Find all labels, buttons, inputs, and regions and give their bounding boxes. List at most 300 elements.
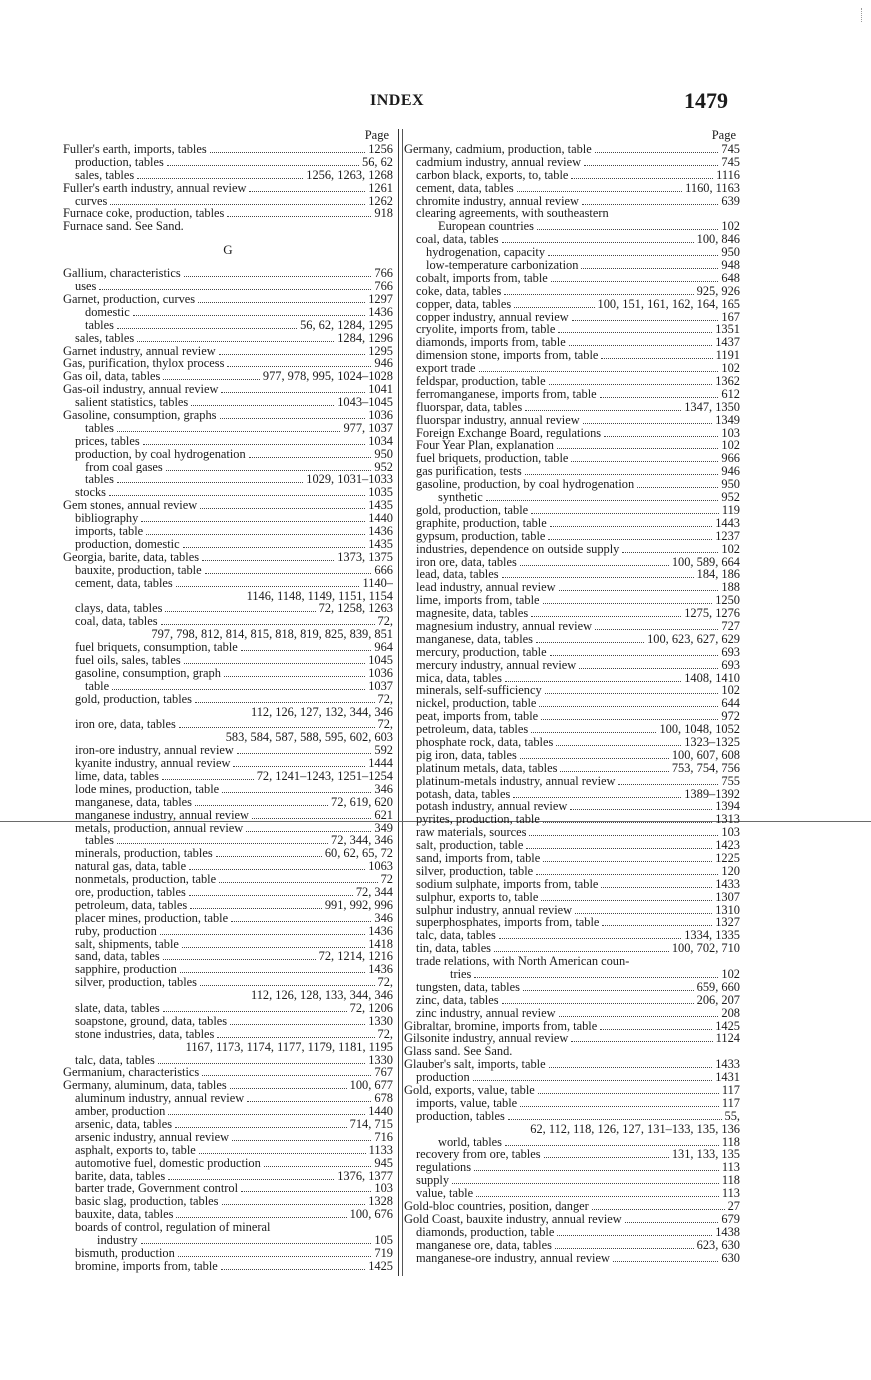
dot-leader <box>600 388 719 398</box>
index-entry <box>404 878 740 891</box>
entry-pages: 1362 <box>715 375 740 388</box>
entry-term: Glass sand. See Sand. <box>404 1045 513 1059</box>
dot-leader <box>117 834 328 844</box>
dot-leader <box>537 220 718 230</box>
entry-term: Gas, purification, thylox process <box>63 357 225 371</box>
dot-leader <box>557 439 718 449</box>
index-entry <box>404 427 740 440</box>
index-entry <box>63 345 393 358</box>
dot-leader <box>158 1054 365 1064</box>
index-entry <box>404 182 740 195</box>
index-entry <box>404 478 740 491</box>
dot-leader <box>110 195 365 205</box>
entry-pages: 72, 1206 <box>349 1002 393 1015</box>
entry-pages: 1349 <box>715 413 740 427</box>
entry-term: magnesium industry, annual review <box>416 619 593 633</box>
index-entry <box>404 1161 740 1174</box>
dot-leader <box>637 478 718 488</box>
dot-leader <box>165 602 315 612</box>
dot-leader <box>550 646 719 656</box>
entry-pages: 100, 607, 608 <box>671 748 740 762</box>
index-entry <box>404 1148 740 1161</box>
entry-term: copper industry, annual review <box>416 310 569 324</box>
entry-pages: 55, <box>724 1109 740 1123</box>
dot-leader <box>246 822 371 832</box>
index-entry <box>63 602 393 615</box>
entry-pages: 630 <box>721 1251 740 1265</box>
entry-term: petroleum, data, tables <box>416 723 529 736</box>
entry-pages: 621 <box>374 808 393 822</box>
entry-term: salt, production, table <box>416 839 524 852</box>
dot-leader <box>473 1071 713 1081</box>
index-entry <box>404 375 740 388</box>
dot-leader <box>592 1200 725 1210</box>
entry-term: Georgia, barite, data, tables <box>63 550 200 564</box>
entry-pages: 1029, 1031–1033 <box>306 473 393 487</box>
entry-term: iron ore, data, tables <box>75 718 176 732</box>
entry-pages: 1408, 1410 <box>684 671 740 685</box>
entry-term: slate, data, tables <box>75 1002 160 1015</box>
entry-pages: 72, <box>377 692 393 706</box>
dot-leader <box>499 929 681 939</box>
dot-leader <box>539 697 718 707</box>
page-header <box>0 88 871 118</box>
scan-speck <box>861 8 865 22</box>
entry-pages: 102 <box>721 439 740 453</box>
index-entry <box>404 272 740 285</box>
entry-term: sales, tables <box>75 168 135 182</box>
entry-pages: 666 <box>374 563 393 577</box>
entry-term: fuel oils, sales, tables <box>75 653 181 667</box>
entry-pages: 103 <box>374 1182 393 1196</box>
entry-page-continuation: 1167, 1173, 1174, 1177, 1179, 1181, 1195 <box>185 1040 393 1054</box>
index-entry <box>63 1002 393 1015</box>
entry-term: manganese ore, data, tables <box>416 1238 552 1252</box>
index-entry <box>404 336 740 349</box>
index-entry <box>63 1260 393 1273</box>
dot-leader <box>556 736 681 746</box>
entry-pages: 100, 702, 710 <box>671 942 740 956</box>
index-entry <box>404 311 740 324</box>
dot-leader <box>160 925 365 935</box>
entry-pages: 1443 <box>715 516 740 530</box>
entry-term: Gem stones, annual review <box>63 499 198 513</box>
entry-pages: 1041 <box>368 383 393 397</box>
entry-pages: 1237 <box>715 529 740 543</box>
entry-pages: 918 <box>374 207 393 221</box>
entry-term: tables <box>85 318 114 332</box>
entry-pages: 1438 <box>715 1225 740 1239</box>
dot-leader <box>570 800 712 810</box>
entry-pages: 118 <box>721 1135 740 1149</box>
entry-page-continuation: 112, 126, 128, 133, 344, 346 <box>250 989 393 1002</box>
index-entry <box>63 1182 393 1195</box>
index-entry <box>404 684 740 697</box>
index-entry <box>63 319 393 332</box>
index-entry <box>404 1020 740 1033</box>
entry-term: Gallium, characteristics <box>63 267 181 281</box>
dot-leader <box>168 1170 334 1180</box>
dot-leader <box>513 788 681 798</box>
dot-leader <box>220 409 366 419</box>
entry-term: phosphate rock, data, tables <box>416 735 554 749</box>
index-entry <box>63 1066 393 1079</box>
dot-leader <box>232 1131 371 1141</box>
entry-term: salient statistics, tables <box>75 396 189 410</box>
entry-term: trade relations, with North American coun- <box>416 955 630 968</box>
dot-leader <box>572 311 719 321</box>
dot-leader <box>202 551 334 561</box>
entry-term: nonmetals, production, table <box>75 873 217 886</box>
entry-pages: 950 <box>374 447 393 461</box>
entry-pages: 113 <box>721 1187 740 1201</box>
entry-term: amber, production <box>75 1105 166 1119</box>
dot-leader <box>541 710 718 720</box>
dot-leader <box>560 762 668 772</box>
entry-term: fluorspar, data, tables <box>416 400 523 414</box>
dot-leader <box>241 641 372 651</box>
page-column-label: Page <box>364 128 389 142</box>
entry-pages: 648 <box>721 271 740 285</box>
dot-leader <box>551 272 719 282</box>
entry-term: salt, shipments, table <box>75 937 179 951</box>
entry-pages: 964 <box>374 641 393 654</box>
index-entry <box>63 1157 393 1170</box>
entry-pages: 120 <box>721 864 740 878</box>
index-entry <box>63 461 393 474</box>
dot-leader <box>249 182 365 192</box>
index-entry <box>404 1187 740 1200</box>
dot-leader <box>517 182 682 192</box>
entry-pages: 103 <box>721 426 740 440</box>
entry-term: uses <box>75 280 97 294</box>
dot-leader <box>221 383 365 393</box>
entry-pages: 346 <box>374 782 393 796</box>
entry-pages: 1436 <box>368 924 393 938</box>
entry-pages: 72 <box>380 873 393 886</box>
entry-term: talc, data, tables <box>75 1053 155 1067</box>
index-entry <box>63 925 393 938</box>
index-entry <box>63 499 393 512</box>
entry-pages: 72, 344 <box>355 885 393 899</box>
dot-leader <box>558 323 712 333</box>
index-entry <box>404 1110 740 1123</box>
dot-leader <box>505 1136 719 1146</box>
index-entry <box>404 646 740 659</box>
entry-term: platinum-metals industry, annual review <box>416 774 616 788</box>
entry-term: kyanite industry, annual review <box>75 757 231 770</box>
index-entry <box>63 1195 393 1208</box>
dot-leader <box>520 749 669 759</box>
entry-pages: 1297 <box>368 293 393 306</box>
index-entry <box>404 530 740 543</box>
entry-pages: 119 <box>721 503 740 517</box>
entry-term: sulphur industry, annual review <box>416 903 573 917</box>
entry-term: mercury industry, annual review <box>416 658 577 672</box>
entry-pages: 72, <box>377 1027 393 1041</box>
index-entry <box>404 207 740 220</box>
index-entry <box>404 323 740 336</box>
entry-term: lime, data, tables <box>75 769 159 783</box>
entry-term: pyrites, production, table <box>416 813 540 827</box>
entry-term: from coal gases <box>85 460 163 474</box>
entry-term: Gasoline, consumption, graphs <box>63 409 217 422</box>
index-entry <box>404 156 740 169</box>
index-entry <box>404 942 740 955</box>
entry-pages: 1256 <box>368 143 393 156</box>
entry-term: clearing agreements, with southeastern <box>416 207 609 221</box>
entry-pages: 100, 677 <box>349 1079 393 1093</box>
dot-leader <box>233 757 365 767</box>
index-entry <box>404 452 740 465</box>
index-entry <box>404 259 740 272</box>
entry-pages: 1261 <box>368 181 393 195</box>
entry-pages: 977, 978, 995, 1024–1028 <box>262 370 393 384</box>
page-number: 1479 <box>684 88 728 113</box>
entry-pages: 1250 <box>715 594 740 608</box>
index-entry <box>404 388 740 401</box>
entry-pages: 1124 <box>715 1032 740 1046</box>
entry-pages: 117 <box>721 1096 740 1110</box>
entry-pages: 952 <box>721 491 740 504</box>
entry-pages: 72, 1214, 1216 <box>318 950 393 964</box>
entry-term: metals, production, annual review <box>75 821 244 835</box>
entry-term: synthetic <box>438 491 483 504</box>
index-entry <box>63 538 393 551</box>
index-entry <box>63 770 393 783</box>
index-entry <box>404 401 740 414</box>
column-divider-inner <box>402 129 403 1276</box>
index-entry <box>63 1170 393 1183</box>
entry-pages: 1435 <box>368 499 393 513</box>
index-entry <box>404 710 740 723</box>
entry-pages: 1425 <box>715 1019 740 1033</box>
index-entry <box>404 169 740 182</box>
dot-leader <box>189 886 353 896</box>
dot-leader <box>184 654 366 664</box>
entry-term: manganese, data, tables <box>416 632 533 646</box>
entry-page-continuation: 1146, 1148, 1149, 1151, 1154 <box>246 589 393 603</box>
entry-pages: 1376, 1377 <box>337 1169 393 1183</box>
index-entry <box>404 543 740 556</box>
dot-leader <box>99 280 371 290</box>
entry-pages: 1307 <box>715 890 740 904</box>
entry-pages: 1133 <box>368 1143 393 1157</box>
dot-leader <box>189 860 365 870</box>
dot-leader <box>167 156 359 166</box>
entry-term: regulations <box>416 1161 472 1175</box>
index-entry <box>404 233 740 246</box>
entry-term: mica, data, tables <box>416 671 503 685</box>
dot-leader <box>504 285 693 295</box>
entry-pages: 131, 133, 135 <box>671 1148 740 1162</box>
index-entry <box>404 659 740 672</box>
entry-pages: 100, 1048, 1052 <box>659 723 740 736</box>
dot-leader <box>195 796 328 806</box>
dot-leader <box>569 336 713 346</box>
dot-leader <box>531 723 656 733</box>
dot-leader <box>613 1252 718 1262</box>
index-entry <box>404 852 740 865</box>
entry-term: stone industries, data, tables <box>75 1027 215 1041</box>
entry-pages: 1330 <box>368 1014 393 1028</box>
dot-leader <box>486 491 719 501</box>
entry-pages: 72, 1241–1243, 1251–1254 <box>256 769 393 783</box>
entry-pages: 755 <box>721 774 740 788</box>
running-title: INDEX <box>370 92 425 109</box>
entry-pages: 966 <box>721 452 740 466</box>
entry-term: bismuth, production <box>75 1246 175 1260</box>
entry-pages: 1256, 1263, 1268 <box>306 168 393 182</box>
index-entry <box>63 169 393 182</box>
entry-term: tin, data, tables <box>416 942 492 956</box>
entry-term: lead industry, annual review <box>416 581 556 595</box>
entry-pages: 1262 <box>368 194 393 208</box>
index-entry <box>404 1174 740 1187</box>
entry-pages: 1295 <box>368 344 393 358</box>
index-entry <box>404 246 740 259</box>
entry-term: domestic <box>85 305 130 319</box>
index-entry <box>404 1045 740 1058</box>
index-entry <box>404 672 740 685</box>
entry-term: recovery from ore, tables <box>416 1148 541 1162</box>
entry-pages: 679 <box>721 1212 740 1226</box>
dot-leader <box>219 345 366 355</box>
entry-pages: 1063 <box>368 860 393 874</box>
entry-term: ferromanganese, imports from, table <box>416 387 597 401</box>
index-entry <box>63 1015 393 1028</box>
dot-leader <box>222 783 371 793</box>
index-entry <box>404 723 740 736</box>
entry-term: Gibraltar, bromine, imports from, table <box>404 1019 598 1033</box>
entry-term: superphosphates, imports from, table <box>416 916 600 930</box>
entry-pages: 1351 <box>715 323 740 337</box>
dot-leader <box>523 981 694 991</box>
dot-leader <box>137 332 334 342</box>
entry-term: Glauber's salt, imports, table <box>404 1058 546 1072</box>
entry-term: talc, data, tables <box>416 929 496 943</box>
entry-term: curves <box>75 194 108 208</box>
index-entry <box>63 834 393 847</box>
entry-pages: 767 <box>374 1066 393 1080</box>
entry-pages: 1435 <box>368 537 393 551</box>
entry-term: table <box>85 679 110 693</box>
dot-leader <box>163 370 260 380</box>
entry-term: gold, production, table <box>416 503 529 517</box>
entry-term: manganese industry, annual review <box>75 808 249 822</box>
entry-term: raw materials, sources <box>416 826 527 840</box>
index-entry <box>404 749 740 762</box>
entry-pages: 72, 344, 346 <box>331 834 393 848</box>
dot-leader <box>452 1174 719 1184</box>
index-entry <box>63 783 393 796</box>
dot-leader <box>264 1157 372 1167</box>
entry-term: value, table <box>416 1187 474 1201</box>
dot-leader <box>163 950 316 960</box>
entry-term: manganese, data, tables <box>75 795 192 809</box>
entry-list-right <box>404 143 740 1264</box>
entry-term: fluorspar industry, annual review <box>416 413 580 427</box>
entry-pages: 1440 <box>368 512 393 526</box>
entry-term: low-temperature carbonization <box>426 259 579 272</box>
index-entry <box>63 486 393 499</box>
entry-page-continuation: 583, 584, 587, 588, 595, 602, 603 <box>225 731 393 745</box>
dot-leader <box>583 414 713 424</box>
dot-leader <box>600 1020 712 1030</box>
entry-term: carbon black, exports, to, table <box>416 168 569 182</box>
dot-leader <box>241 1182 371 1192</box>
index-entry <box>404 195 740 208</box>
dot-leader <box>557 1226 712 1236</box>
entry-term: coal, data, tables <box>75 615 158 629</box>
index-entry <box>63 220 393 233</box>
dot-leader <box>198 293 365 303</box>
entry-pages: 1436 <box>368 963 393 977</box>
entry-term: copper, data, tables <box>416 297 512 311</box>
dot-leader <box>549 375 713 385</box>
dot-leader <box>531 504 719 514</box>
entry-term: feldspar, production, table <box>416 375 546 388</box>
dot-leader <box>550 517 712 527</box>
entry-term: zinc industry, annual review <box>416 1006 556 1020</box>
entry-term: Garnet, production, curves <box>63 293 196 306</box>
index-entry <box>404 568 740 581</box>
entry-pages: 1433 <box>715 877 740 891</box>
entry-term: gasoline, consumption, graph <box>75 666 221 680</box>
index-entry <box>404 929 740 942</box>
entry-term: ruby, production <box>75 924 157 938</box>
entry-term: sand, data, tables <box>75 950 160 964</box>
dot-leader <box>581 259 718 269</box>
entry-pages: 100, 846 <box>696 233 740 247</box>
dot-leader <box>525 465 719 475</box>
index-entry <box>63 1054 393 1067</box>
entry-pages: 766 <box>374 267 393 281</box>
index-entry <box>63 1105 393 1118</box>
entry-pages: 1275, 1276 <box>684 607 740 620</box>
entry-pages: 100, 676 <box>349 1208 393 1222</box>
dot-leader <box>595 620 718 630</box>
entry-pages: 100, 623, 627, 629 <box>647 632 740 646</box>
index-entry <box>404 994 740 1007</box>
index-entry <box>63 370 393 383</box>
entry-term: magnesite, data, tables <box>416 607 529 620</box>
index-entry <box>404 298 740 311</box>
entry-pages: 72, 1258, 1263 <box>318 602 393 616</box>
entry-pages: 1440 <box>368 1105 393 1119</box>
entry-pages: 1394 <box>715 800 740 814</box>
entry-term: Germany, cadmium, production, table <box>404 143 592 156</box>
entry-pages: 950 <box>721 478 740 492</box>
page-column-label: Page <box>711 128 736 142</box>
entry-term: Gas-oil industry, annual review <box>63 383 219 397</box>
index-entry <box>404 1136 740 1149</box>
entry-term: sales, tables <box>75 331 135 345</box>
index-entry <box>63 963 393 976</box>
dot-leader <box>200 976 374 986</box>
entry-term: zinc, data, tables <box>416 993 499 1007</box>
entry-term: Fuller's earth, imports, tables <box>63 143 207 156</box>
index-entry <box>63 564 393 577</box>
entry-term: soapstone, ground, data, tables <box>75 1014 228 1028</box>
entry-term: sulphur, exports to, table <box>416 890 539 904</box>
index-entry <box>63 1208 393 1221</box>
index-entry <box>63 718 393 731</box>
dot-leader <box>224 667 365 677</box>
index-entry <box>404 414 740 427</box>
entry-pages: 745 <box>721 155 740 169</box>
entry-term: imports, table <box>75 525 144 538</box>
